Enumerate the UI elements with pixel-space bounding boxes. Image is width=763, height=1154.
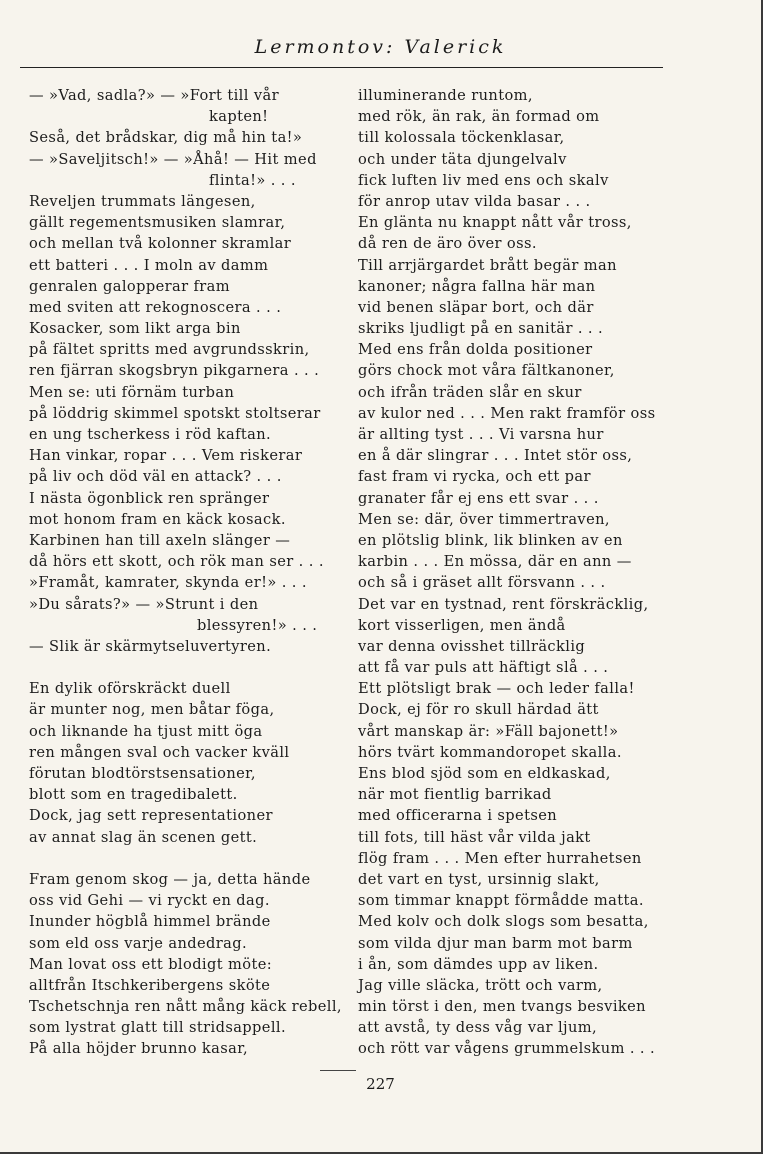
verse-line: kort visserligen, men ändå (358, 616, 566, 634)
verse-line: på löddrig skimmel spotskt stoltserar (29, 404, 321, 422)
verse-line: ren mången sval och vacker kväll (29, 743, 290, 761)
verse-line: blessyren!» . . . (197, 616, 318, 634)
verse-line: genralen galopperar fram (29, 277, 231, 295)
verse-line: flög fram . . . Men efter hurrahetsen (358, 849, 642, 867)
verse-line: Dock, ej för ro skull härdad ätt (358, 701, 599, 719)
verse-line: och rött var vågens grummelskum . . . (358, 1040, 656, 1058)
verse-line: flinta!» . . . (209, 171, 296, 189)
verse-line: på liv och död väl en attack? . . . (29, 468, 282, 486)
header-rule (20, 67, 663, 68)
verse-line: Reveljen trummats längesen, (29, 192, 256, 210)
verse-line: görs chock mot våra fältkanoner, (358, 362, 615, 380)
verse-line: en å där slingrar . . . Intet stör oss, (358, 447, 633, 465)
verse-line: Han vinkar, ropar . . . Vem riskerar (29, 447, 303, 465)
verse-line: och under täta djungelvalv (358, 150, 567, 168)
verse-line: Ett plötsligt brak — och leder falla! (358, 680, 635, 698)
verse-line: hörs tvärt kommandoropet skalla. (358, 743, 622, 761)
verse-line: är allting tyst . . . Vi varsna hur (358, 426, 604, 443)
verse-line: mot honom fram en käck kosack. (29, 510, 286, 528)
verse-line: skriks ljudligt på en sanitär . . . (358, 320, 604, 338)
verse-line: och liknande ha tjust mitt öga (29, 722, 263, 740)
verse-line: oss vid Gehi — vi ryckt en dag. (29, 892, 270, 910)
verse-line: Men se: där, över timmertraven, (358, 510, 610, 528)
verse-line: som vilda djur man barm mot barm (358, 934, 633, 952)
verse-line: Ens blod sjöd som en eldkaskad, (358, 765, 611, 782)
verse-line: — »Saveljitsch!» — »Åhå! — Hit med (29, 150, 317, 168)
verse-line: — »Vad, sadla?» — »Fort till vår (29, 87, 279, 104)
verse-line: En glänta nu knappt nått vår tross, (358, 214, 632, 232)
verse-line: kapten! (209, 108, 269, 126)
verse-line: en plötslig blink, lik blinken av en (358, 531, 623, 549)
verse-line: Man lovat oss ett blodigt möte: (29, 955, 273, 973)
verse-line: av annat slag än scenen gett. (29, 828, 258, 846)
verse-line: Seså, det brådskar, dig må hin ta!» (29, 129, 303, 147)
verse-line: I nästa ögonblick ren spränger (29, 489, 270, 507)
verse-line: i ån, som dämdes upp av liken. (358, 955, 599, 973)
verse-line: »Du sårats?» — »Strunt i den (29, 595, 259, 613)
verse-line: vid benen släpar bort, och där (358, 298, 594, 316)
verse-line: Men se: uti förnäm turban (29, 383, 235, 401)
verse-line: Till arrjärgardet brått begär man (358, 256, 617, 274)
verse-line: är munter nog, men båtar föga, (29, 701, 275, 719)
verse-line: på fältet spritts med avgrundsskrin, (29, 341, 310, 359)
verse-line: Dock, jag sett representationer (29, 807, 273, 825)
verse-line: till kolossala töckenklasar, (358, 129, 565, 147)
verse-line: Fram genom skog — ja, detta hände (29, 870, 311, 888)
verse-line: Tschetschnja ren nått mång käck rebell, (29, 998, 342, 1016)
verse-line: ett batteri . . . I moln av damm (29, 256, 269, 274)
verse-line: »Framåt, kamrater, skynda er!» . . . (29, 574, 307, 592)
verse-line: kanoner; några fallna här man (358, 277, 596, 295)
verse-line: var denna ovisshet tillräcklig (358, 637, 586, 655)
verse-line: det vart en tyst, ursinnig slakt, (358, 870, 600, 888)
verse-line: av kulor ned . . . Men rakt framför oss (358, 404, 656, 422)
verse-line: blott som en tragedibalett. (29, 786, 238, 804)
verse-line: alltfrån Itschkeribergens sköte (29, 976, 271, 994)
verse-line: Jag ville släcka, trött och varm, (358, 976, 603, 994)
verse-line: illuminerande runtom, (358, 87, 533, 104)
left-column (29, 85, 351, 1060)
verse-line: granater får ej ens ett svar . . . (358, 489, 599, 507)
verse-line: fick luften liv med ens och skalv (358, 171, 609, 189)
verse-line: då ren de äro över oss. (358, 235, 537, 253)
verse-line: för anrop utav vilda basar . . . (358, 192, 591, 210)
verse-line: min törst i den, men tvangs besviken (358, 998, 646, 1016)
verse-line: och ifrån träden slår en skur (358, 383, 582, 401)
page-number: 227 (366, 1075, 395, 1093)
verse-line: karbin . . . En mössa, där en ann — (358, 553, 632, 571)
verse-line: vårt manskap är: »Fäll bajonett!» (358, 722, 619, 740)
verse-line: ren fjärran skogsbryn pikgarnera . . . (29, 362, 320, 380)
verse-line: att avstå, ty dess våg var ljum, (358, 1019, 598, 1037)
verse-line: då hörs ett skott, och rök man ser . . . (29, 553, 324, 571)
verse-line: Med kolv och dolk slogs som besatta, (358, 913, 649, 931)
verse-line: Karbinen han till axeln slänger — (29, 531, 291, 549)
verse-line: förutan blodtörstsensationer, (29, 765, 256, 782)
verse-line: och så i gräset allt försvann . . . (358, 574, 606, 592)
verse-line: som lystrat glatt till stridsappell. (29, 1019, 287, 1037)
verse-line: när mot fientlig barrikad (358, 786, 552, 804)
verse-line: med sviten att rekognoscera . . . (29, 298, 282, 316)
verse-line: Det var en tystnad, rent förskräcklig, (358, 595, 649, 613)
verse-line: Inunder högblå himmel brände (29, 913, 271, 931)
folio-rule (320, 1070, 356, 1071)
verse-line: Kosacker, som likt arga bin (29, 320, 241, 338)
verse-line: Med ens från dolda positioner (358, 341, 593, 359)
verse-line: gällt regementsmusiken slamrar, (29, 214, 286, 232)
verse-line: med officerarna i spetsen (358, 807, 558, 825)
right-column (358, 85, 663, 1060)
stanza-break (29, 848, 351, 869)
verse-line: som eld oss varje andedrag. (29, 934, 248, 952)
running-head: Lermontov: Valerick (254, 36, 507, 58)
verse-line: En dylik oförskräckt duell (29, 680, 231, 698)
verse-line: en ung tscherkess i röd kaftan. (29, 426, 272, 443)
verse-line: med rök, än rak, än formad om (358, 108, 600, 126)
verse-line: att få var puls att häftigt slå . . . (358, 659, 609, 677)
verse-line: fast fram vi rycka, och ett par (358, 468, 591, 486)
verse-line: till fots, till häst vår vilda jakt (358, 828, 591, 846)
verse-line: som timmar knappt förmådde matta. (358, 892, 644, 910)
verse-line: och mellan två kolonner skramlar (29, 235, 292, 253)
verse-line: — Slik är skärmytseluvertyren. (29, 637, 272, 655)
stanza-break (29, 657, 351, 678)
verse-line: På alla höjder brunno kasar, (29, 1040, 249, 1058)
